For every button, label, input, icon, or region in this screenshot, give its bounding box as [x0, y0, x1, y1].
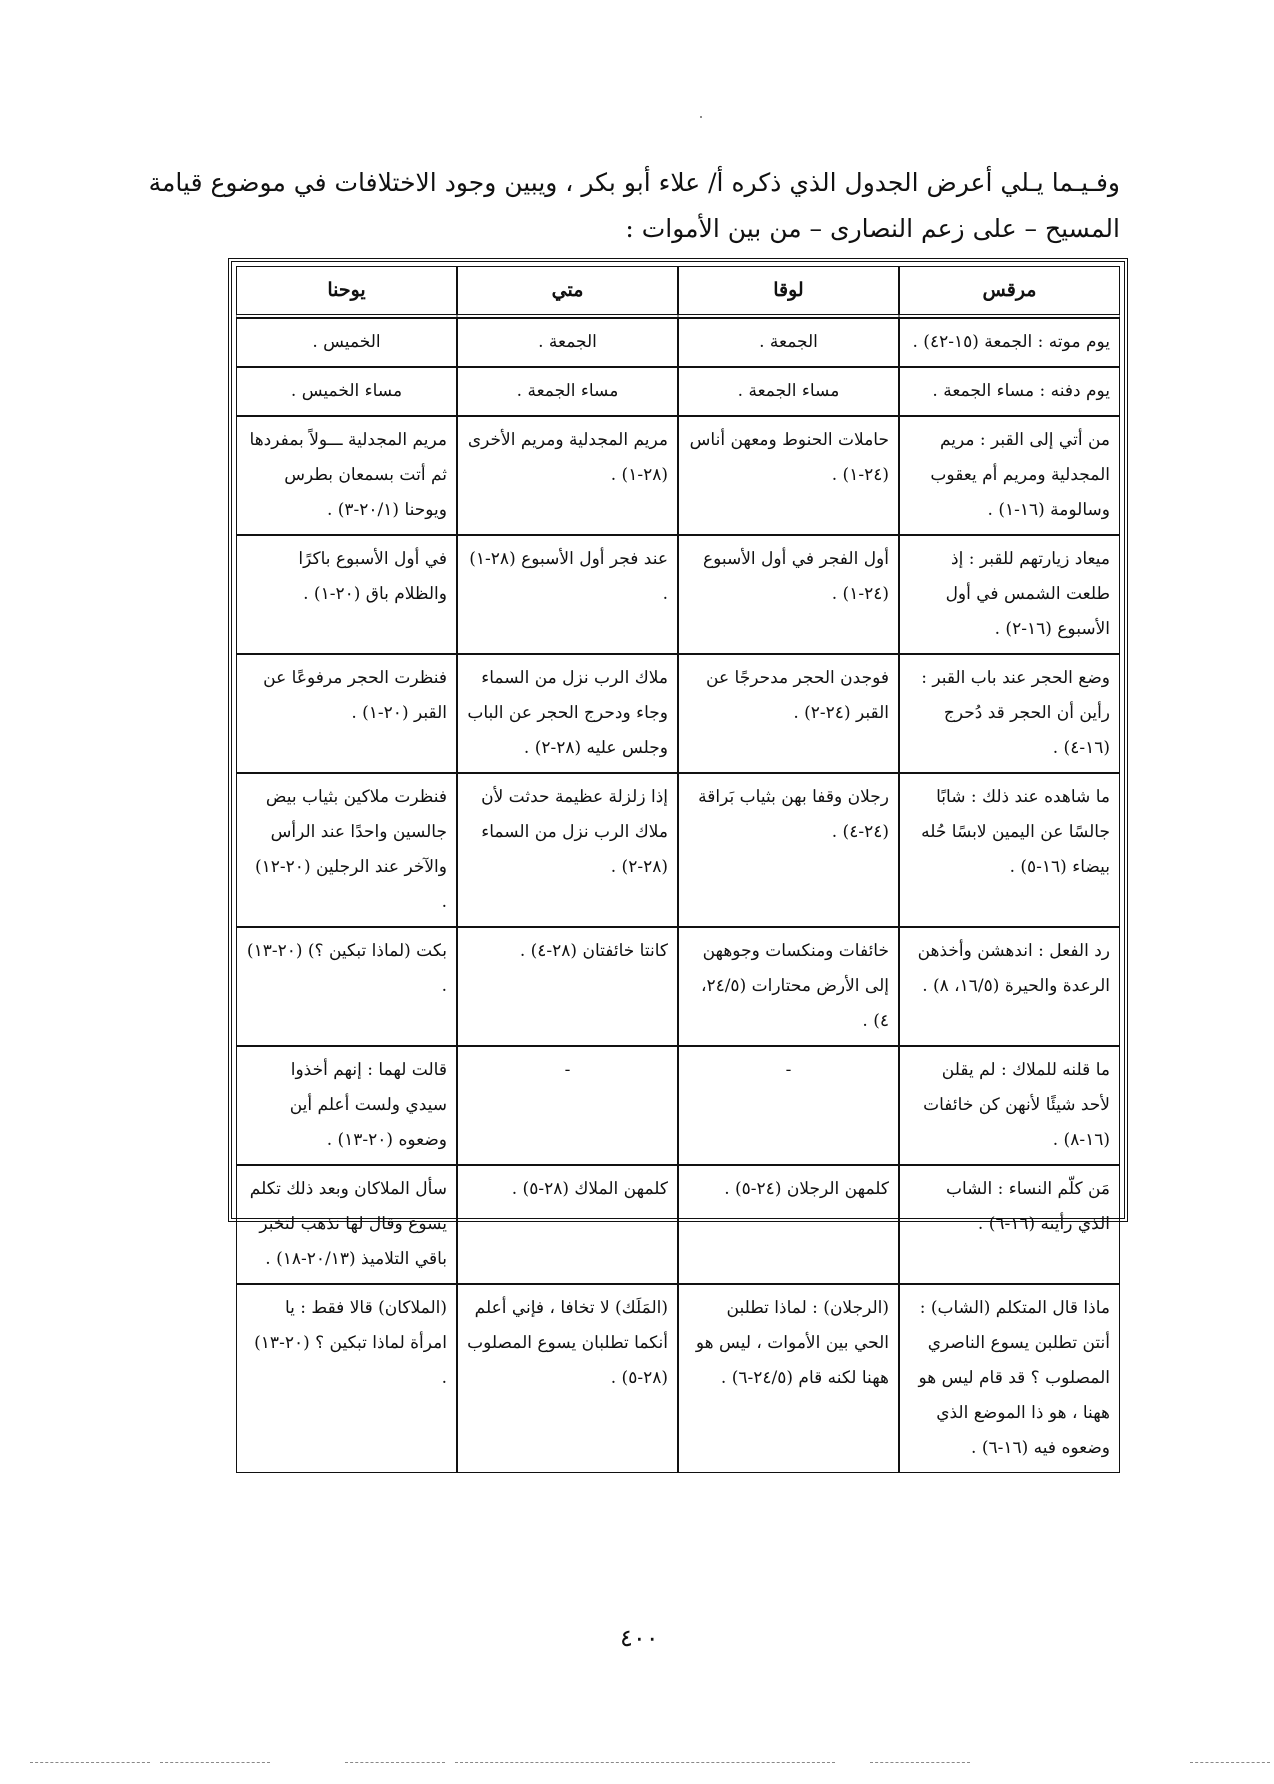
table-cell: ملاك الرب نزل من السماء وجاء ودحرج الحجر عن الباب وجلس عليه (٢٨-٢) . — [457, 654, 678, 773]
comparison-table-frame — [228, 258, 1128, 1458]
footer-rule — [870, 1762, 970, 1763]
table-cell: مساء الجمعة . — [457, 367, 678, 416]
table-cell: - — [678, 1046, 899, 1165]
table-cell: الجمعة . — [457, 318, 678, 367]
table-cell: ماذا قال المتكلم (الشاب) : أنتن تطلبن يسوع الناصري المصلوب ؟ قد قام ليس هو ههنا ، هو ذا الموضع الذي وضعوه فيه (١٦-٦) . — [899, 1284, 1120, 1473]
footer-rule — [345, 1762, 445, 1763]
table-cell: الخميس . — [236, 318, 457, 367]
header-john: يوحنا — [236, 266, 457, 318]
table-row — [236, 318, 1120, 367]
table-cell: (المَلَك) لا تخافا ، فإني أعلم أنكما تطلبان يسوع المصلوب (٢٨-٥) . — [457, 1284, 678, 1473]
table-cell: كلمهن الرجلان (٢٤-٥) . — [678, 1165, 899, 1284]
table-cell: كلمهن الملاك (٢٨-٥) . — [457, 1165, 678, 1284]
table-row — [236, 927, 1120, 1046]
table-cell: قالت لهما : إنهم أخذوا سيدي ولست أعلم أين وضعوه (٢٠-١٣) . — [236, 1046, 457, 1165]
header-mark: مرقس — [899, 266, 1120, 318]
table-cell: فنظرت ملاكين بثياب بيض جالسين واحدًا عند الرأس والآخر عند الرجلين (٢٠-١٢) . — [236, 773, 457, 927]
table-cell: مَن كلّم النساء : الشاب الذي رأينه (١٦-٦) . — [899, 1165, 1120, 1284]
table-cell: ما شاهده عند ذلك : شابًا جالسًا عن اليمين لابسًا حُله بيضاء (١٦-٥) . — [899, 773, 1120, 927]
table-cell: مريم المجدلية ومريم الأخرى (٢٨-١) . — [457, 416, 678, 535]
table-cell: (الرجلان) : لماذا تطلبن الحي بين الأموات ، ليس هو ههنا لكنه قام (٢٤/٥-٦) . — [678, 1284, 899, 1473]
intro-line-2: المسيح – على زعم النصارى – من بين الأموات : — [625, 214, 1120, 243]
table-row — [236, 367, 1120, 416]
table-cell: حاملات الحنوط ومعهن أناس (٢٤-١) . — [678, 416, 899, 535]
footer-rule — [1190, 1762, 1270, 1763]
table-cell: خائفات ومنكسات وجوههن إلى الأرض محتارات (٢٤/٥، ٤) . — [678, 927, 899, 1046]
table-row — [236, 535, 1120, 654]
table-cell: في أول الأسبوع باكرًا والظلام باق (٢٠-١) . — [236, 535, 457, 654]
table-row — [236, 1046, 1120, 1165]
table-cell: مساء الجمعة . — [678, 367, 899, 416]
table-cell: عند فجر أول الأسبوع (٢٨-١) . — [457, 535, 678, 654]
table-cell: إذا زلزلة عظيمة حدثت لأن ملاك الرب نزل من السماء (٢٨-٢) . — [457, 773, 678, 927]
table-cell: ما قلنه للملاك : لم يقلن لأحد شيئًا لأنهن كن خائفات (١٦-٨) . — [899, 1046, 1120, 1165]
table-cell: رجلان وقفا بهن بثياب بَراقة (٢٤-٤) . — [678, 773, 899, 927]
table-row — [236, 773, 1120, 927]
table-row — [236, 654, 1120, 773]
table-cell: مساء الخميس . — [236, 367, 457, 416]
table-body — [236, 318, 1120, 1473]
table-header-row — [236, 266, 1120, 318]
table-cell: بكت (لماذا تبكين ؟) (٢٠-١٣) . — [236, 927, 457, 1046]
table-cell: سأل الملاكان وبعد ذلك تكلم يسوع وقال لها نذهب لتخبر باقي التلاميذ (٢٠/١٣-١٨) . — [236, 1165, 457, 1284]
table-cell: أول الفجر في أول الأسبوع (٢٤-١) . — [678, 535, 899, 654]
table-cell: يوم موته : الجمعة (١٥-٤٢) . — [899, 318, 1120, 367]
scan-speck — [700, 116, 702, 118]
page-number: ٤٠٠ — [620, 1624, 659, 1652]
table-cell: - — [457, 1046, 678, 1165]
table-cell: رد الفعل : اندهشن وأخذهن الرعدة والحيرة (١٦/٥، ٨) . — [899, 927, 1120, 1046]
footer-rule — [455, 1762, 835, 1763]
table-cell: وضع الحجر عند باب القبر : رأين أن الحجر قد دُحرج (١٦-٤) . — [899, 654, 1120, 773]
header-matthew: متي — [457, 266, 678, 318]
table-cell: كانتا خائفتان (٢٨-٤) . — [457, 927, 678, 1046]
table-cell: الجمعة . — [678, 318, 899, 367]
table-row — [236, 1165, 1120, 1284]
table-row — [236, 416, 1120, 535]
comparison-table — [236, 266, 1120, 1473]
table-cell: فوجدن الحجر مدحرجًا عن القبر (٢٤-٢) . — [678, 654, 899, 773]
header-luke: لوقا — [678, 266, 899, 318]
footer-rule — [30, 1762, 150, 1763]
table-cell: مريم المجدلية ـــولاً بمفردها ثم أتت بسمعان بطرس ويوحنا (٢٠/١-٣) . — [236, 416, 457, 535]
table-cell: يوم دفنه : مساء الجمعة . — [899, 367, 1120, 416]
table-row — [236, 1284, 1120, 1473]
intro-paragraph — [120, 160, 1120, 252]
table-cell: (الملاكان) قالا فقط : يا امرأة لماذا تبكين ؟ (٢٠-١٣) . — [236, 1284, 457, 1473]
table-cell: ميعاد زيارتهم للقبر : إذ طلعت الشمس في أول الأسبوع (١٦-٢) . — [899, 535, 1120, 654]
table-cell: من أتي إلى القبر : مريم المجدلية ومريم أم يعقوب وسالومة (١٦-١) . — [899, 416, 1120, 535]
footer-rule — [160, 1762, 270, 1763]
table-cell: فنظرت الحجر مرفوعًا عن القبر (٢٠-١) . — [236, 654, 457, 773]
intro-line-1: وفـيـما يـلي أعرض الجدول الذي ذكره أ/ علاء أبو بكر ، ويبين وجود الاختلافات في موضوع قيامة — [148, 168, 1120, 197]
